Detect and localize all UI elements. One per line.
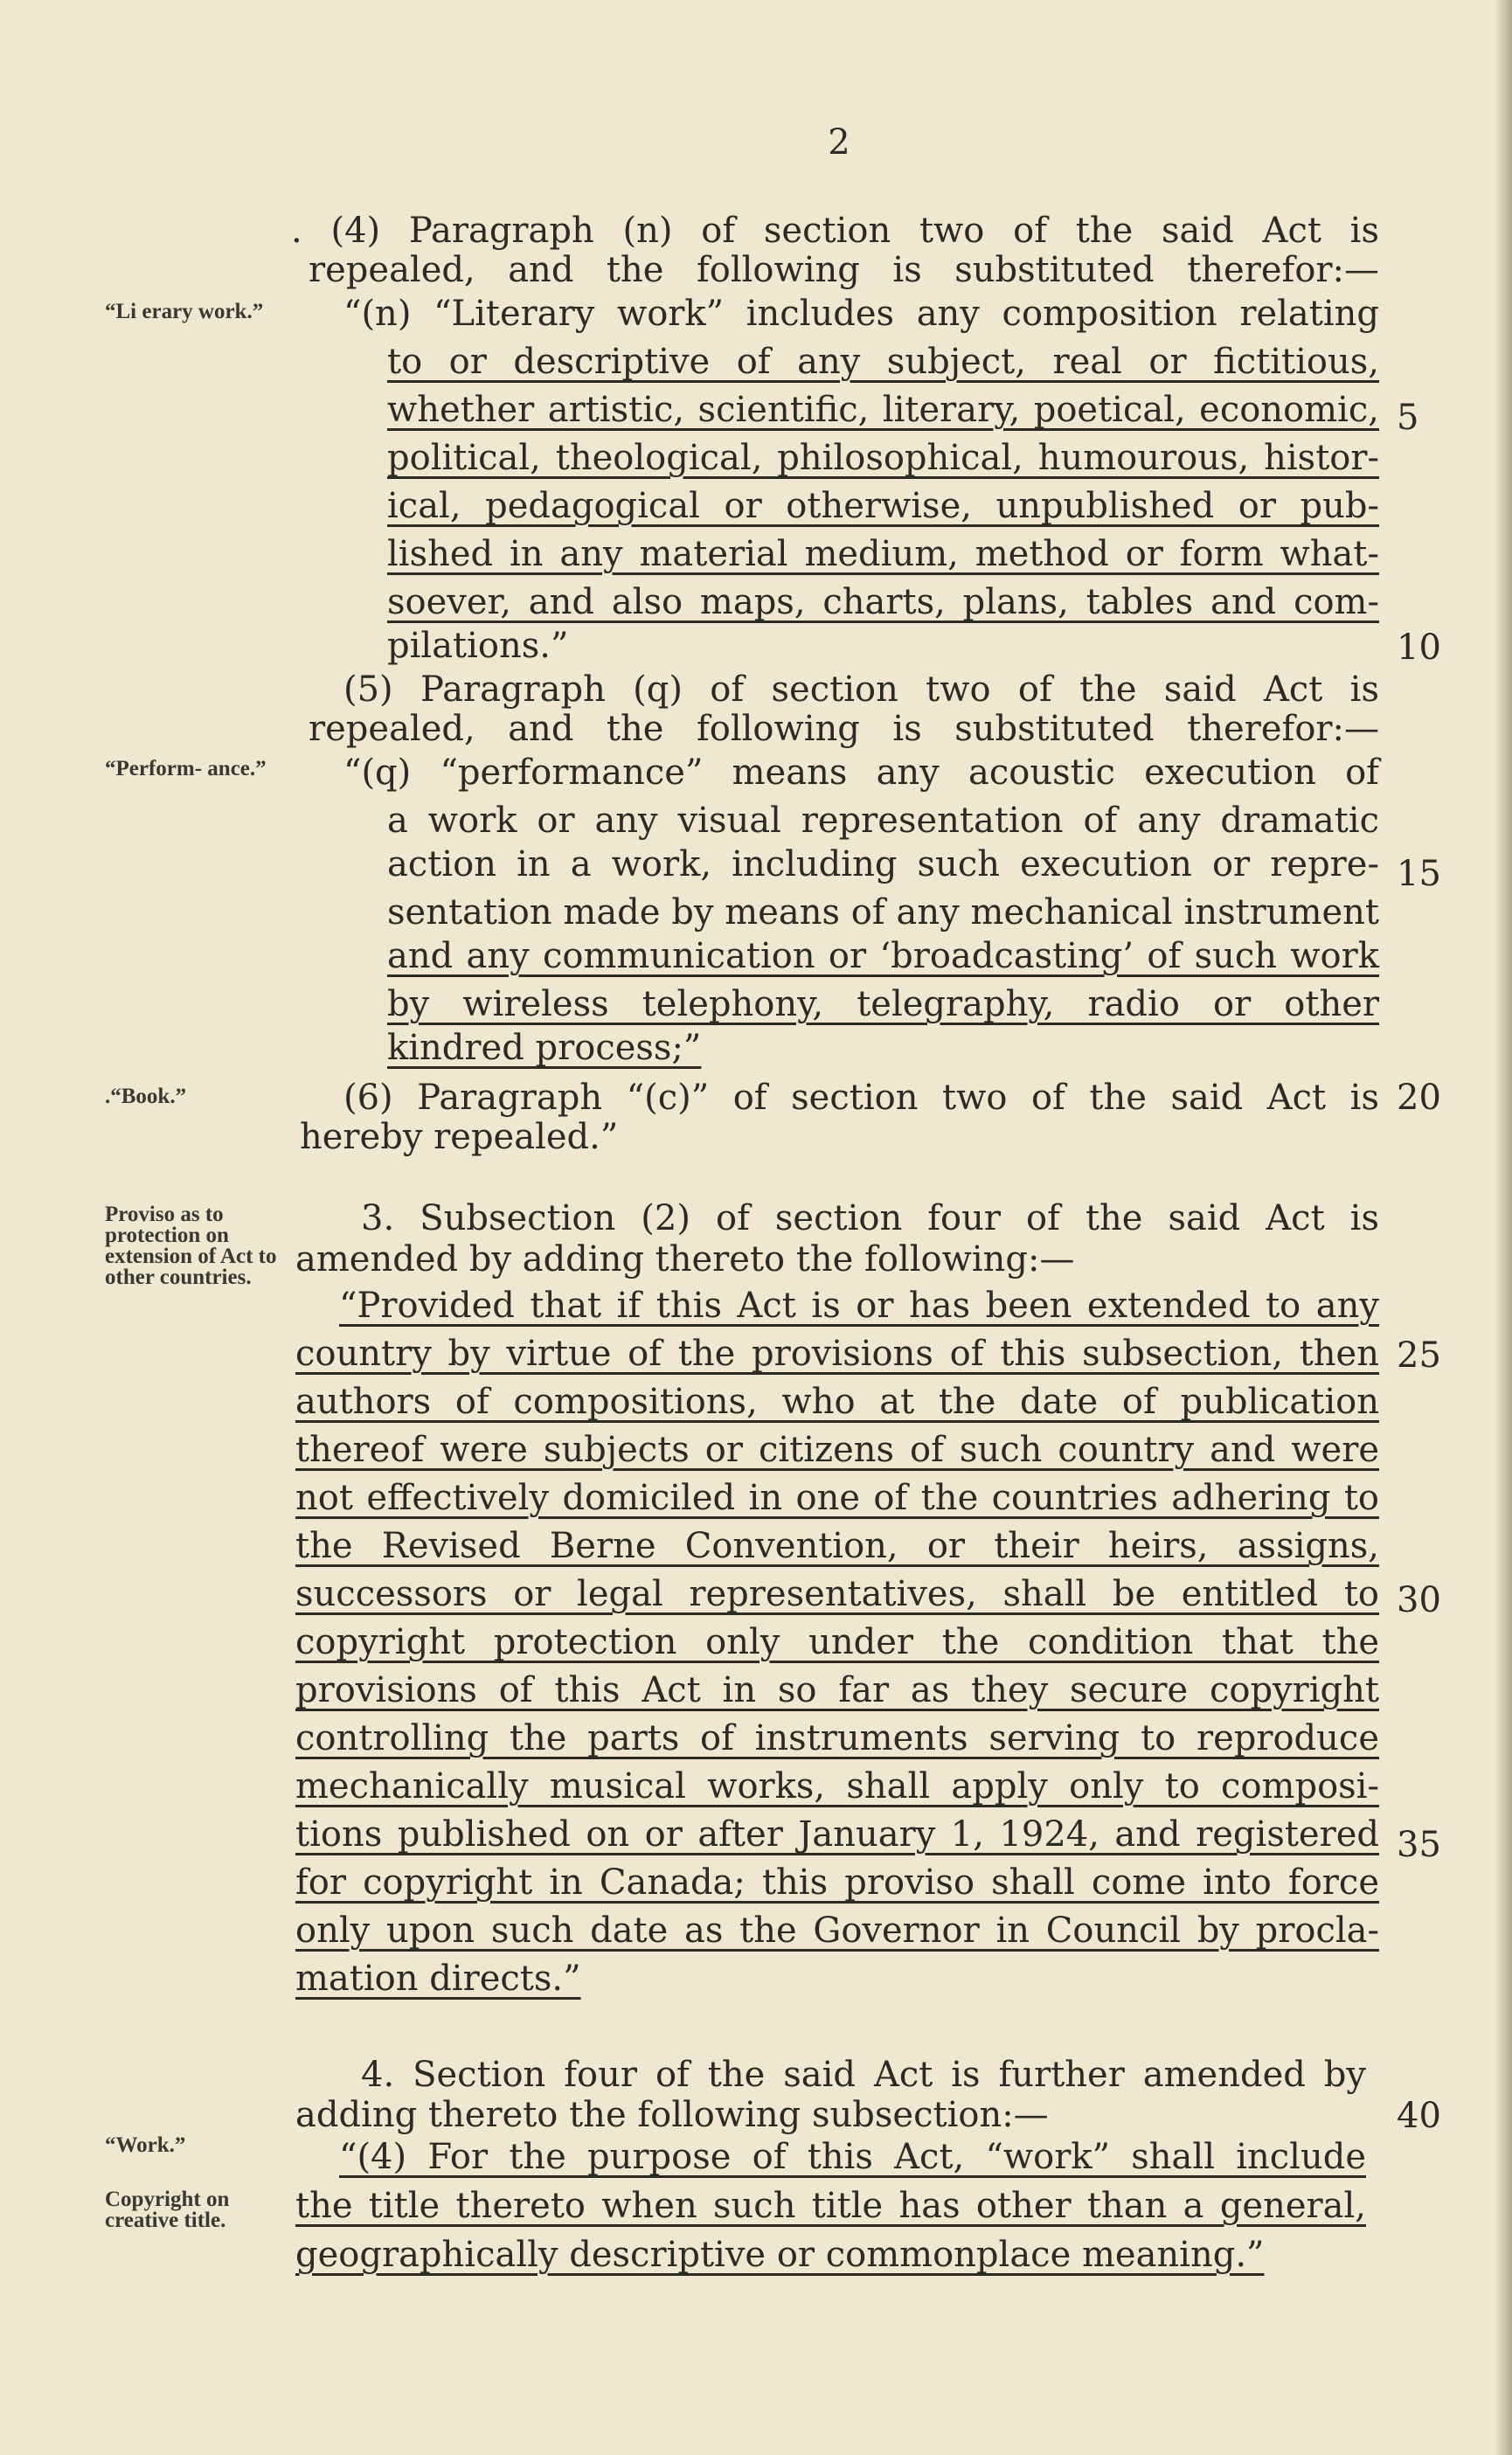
text-line: geographically descriptive or commonplace meaning.”: [295, 2235, 1265, 2275]
line-number: 35: [1397, 1825, 1441, 1865]
text-line: whether artistic, scientific, literary, poetical, economic,: [387, 390, 1379, 430]
text-line: 3. Subsection (2) of section four of the said Act is: [361, 1198, 1379, 1238]
line-number: 10: [1397, 628, 1441, 668]
line-number: 20: [1397, 1078, 1441, 1118]
text-line: lished in any material medium, method or form what-: [387, 534, 1379, 574]
text-line: to or descriptive of any subject, real or fictitious,: [387, 342, 1379, 382]
margin-note-creative-title: Copyright on creative title.: [105, 2188, 230, 2232]
text-line: ical, pedagogical or otherwise, unpublished or pub-: [387, 486, 1379, 526]
text-line: provisions of this Act in so far as they secure copyright: [295, 1670, 1379, 1710]
margin-note-proviso: Proviso as to protection on extension of Act to other countries.: [105, 1203, 277, 1289]
text-line: country by virtue of the provisions of this subsection, then: [295, 1334, 1379, 1374]
text-line: 4. Section four of the said Act is further amended by: [361, 2055, 1366, 2095]
text-line: copyright protection only under the condition that the: [295, 1622, 1379, 1662]
text-line: and any communication or ‘broadcasting’ of such work: [387, 936, 1379, 976]
text-line: “(n) “Literary work” includes any composition relating: [343, 294, 1379, 334]
line-number: 15: [1397, 854, 1441, 894]
page-edge-shadow: [1495, 0, 1512, 2455]
line-number: 25: [1397, 1335, 1441, 1376]
text-line: successors or legal representatives, shall be entitled to: [295, 1574, 1379, 1614]
text-line: repealed, and the following is substituted therefor:—: [309, 250, 1379, 290]
text-line: soever, and also maps, charts, plans, tables and com-: [387, 582, 1379, 622]
text-line: amended by adding thereto the following:—: [295, 1239, 1075, 1280]
text-line: authors of compositions, who at the date of publication: [295, 1382, 1379, 1422]
margin-note-performance: “Perform- ance.”: [105, 757, 267, 780]
text-line: “(q) “performance” means any acoustic execution of: [343, 752, 1379, 793]
text-line: for copyright in Canada; this proviso shall come into force: [295, 1862, 1379, 1903]
text-line: repealed, and the following is substituted therefor:—: [309, 709, 1379, 749]
text-line: mation directs.”: [295, 1959, 581, 1999]
text-line: controlling the parts of instruments serving to reproduce: [295, 1718, 1379, 1758]
page-number: 2: [828, 122, 850, 163]
text-line: . (4) Paragraph (n) of section two of the said Act is: [291, 211, 1379, 251]
text-line: pilations.”: [387, 626, 569, 666]
text-line: only upon such date as the Governor in Council by procla-: [295, 1911, 1379, 1951]
line-number: 5: [1397, 398, 1419, 438]
text-line: “(4) For the purpose of this Act, “work” shall include: [339, 2137, 1366, 2177]
line-number: 30: [1397, 1580, 1441, 1620]
text-line: by wireless telephony, telegraphy, radio or other: [387, 984, 1379, 1024]
text-line: mechanically musical works, shall apply only to composi-: [295, 1766, 1379, 1807]
text-line: (5) Paragraph (q) of section two of the said Act is: [343, 669, 1379, 710]
margin-note-literary-work: “Li erary work.”: [105, 300, 264, 323]
text-line: not effectively domiciled in one of the countries adhering to: [295, 1478, 1379, 1518]
text-line: (6) Paragraph “(c)” of section two of the said Act is: [343, 1078, 1379, 1118]
text-line: the title thereto when such title has other than a general,: [295, 2186, 1366, 2226]
text-line: adding thereto the following subsection:—: [295, 2095, 1049, 2135]
text-line: thereof were subjects or citizens of such country and were: [295, 1430, 1379, 1470]
line-number: 40: [1397, 2096, 1441, 2136]
text-line: “Provided that if this Act is or has been extended to any: [339, 1286, 1379, 1326]
margin-note-book: .“Book.”: [105, 1085, 187, 1108]
text-line: kindred process;”: [387, 1028, 702, 1068]
text-line: hereby repealed.”: [300, 1117, 619, 1157]
text-line: the Revised Berne Convention, or their heirs, assigns,: [295, 1526, 1379, 1566]
text-line: tions published on or after January 1, 1924, and registered: [295, 1814, 1379, 1855]
text-line: sentation made by means of any mechanical instrument: [387, 892, 1379, 933]
margin-note-work: “Work.”: [105, 2133, 186, 2157]
text-line: action in a work, including such execution or repre-: [387, 844, 1379, 884]
text-line: political, theological, philosophical, humourous, histor-: [387, 438, 1379, 478]
text-line: a work or any visual representation of any dramatic: [387, 801, 1379, 841]
